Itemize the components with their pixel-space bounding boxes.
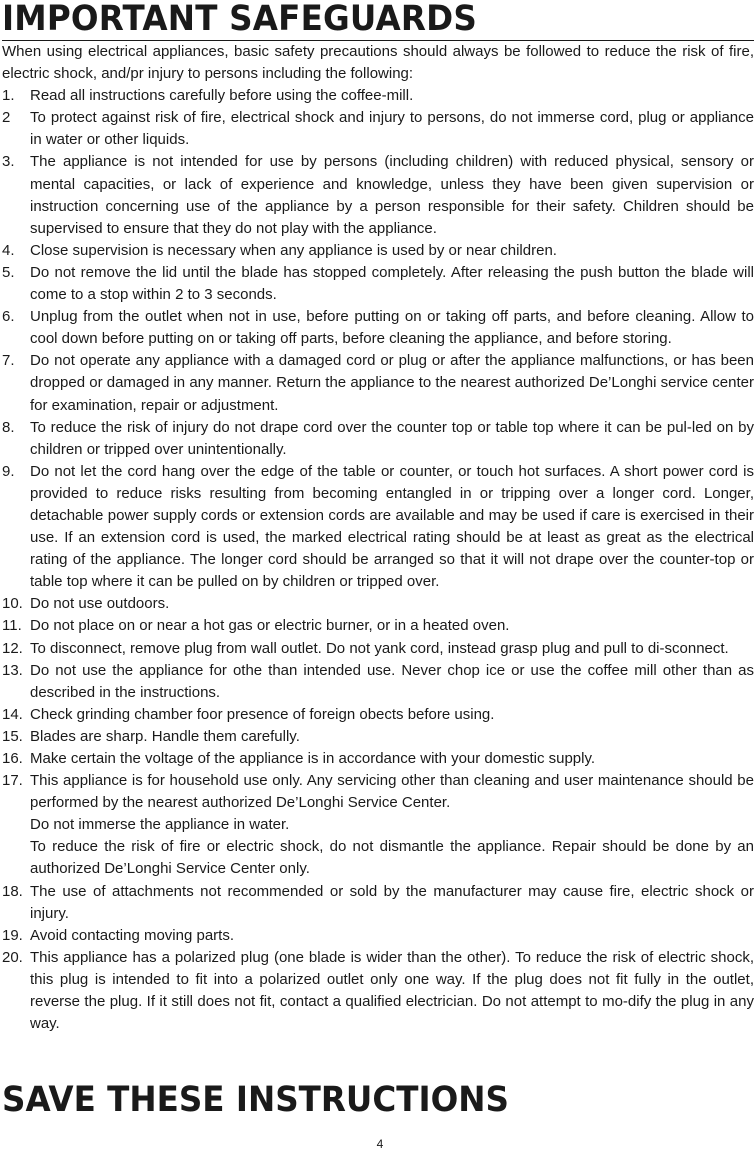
list-item [2,306,754,350]
item-number: 19. [2,926,23,944]
list-item [2,615,754,637]
list-item [2,748,754,770]
item-number: 17. [2,772,23,790]
item-paragraph: To reduce the risk of fire or electric shock, do not dismantle the appliance. Repair should be done by an authorized De’Longhi Service Center only. [30,838,754,878]
item-number: 6. [2,308,15,326]
item-number: 5. [2,263,15,281]
list-item [2,704,754,726]
item-number: 8. [2,418,15,436]
item-number: 12. [2,639,23,657]
page-title: IMPORTANT SAFEGUARDS [2,0,477,39]
item-paragraph: Avoid contacting moving parts. [30,926,235,944]
item-paragraph: Unplug from the outlet when not in use, before putting on or taking off parts, and before cleaning. Allow to cool down before putting on or taking off parts, before cleaning the appliance, and before storing. [30,308,754,348]
item-number: 7. [2,352,15,370]
item-number: 10. [2,595,23,613]
page-number: 4 [376,1137,384,1151]
safeguards-list [2,85,754,1035]
list-item [2,593,754,615]
item-text [30,638,754,660]
list-item [2,417,754,461]
item-number: 3. [2,153,15,171]
item-number: 18. [2,882,23,900]
list-item [2,240,754,262]
list-item [2,151,754,239]
item-text [30,306,754,350]
item-paragraph: Do not place on or near a hot gas or electric burner, or in a heated oven. [30,617,510,635]
item-text [30,262,754,306]
item-number: 15. [2,727,23,745]
item-paragraph: This appliance is for household use only. Any servicing other than cleaning and user maintenance should be performed by the nearest authorized De’Longhi Service Center. [30,772,754,812]
list-item [2,262,754,306]
item-paragraph: Read all instructions carefully before using the coffee-mill. [30,87,414,105]
item-paragraph: Do not operate any appliance with a damaged cord or plug or after the appliance malfunctions, or has been dropped or damaged in any manner. Return the appliance to the nearest authorized De’Longhi service center for examination, repair or adjustment. [30,352,754,414]
item-paragraph: Do not let the cord hang over the edge of the table or counter, or touch hot surfaces. A short power cord is provided to reduce risks resulting from becoming entangled in or tripping over a longer cord. Longer, detachable power supply cords or extension cords are available and may be used if care is exercised in their use. If an extension cord is used, the marked electrical rating should be at least as great as the electrical rating of the appliance. The longer cord should be arranged so that it will not drape over the counter-top or table top where it can be pulled on by children or tripped over. [30,462,754,591]
item-text [30,660,754,704]
item-paragraph: Do not immerse the appliance in water. [30,816,290,834]
item-text [30,615,754,637]
item-paragraph: The appliance is not intended for use by persons (including children) with reduced physical, sensory or mental capacities, or lack of experience and knowledge, unless they have been given supervision or instruction concerning use of the appliance by a person responsible for their safety. Children should be supervised to ensure that they do not play with the appliance. [30,153,754,237]
item-number: 13. [2,661,23,679]
item-number: 11. [2,617,22,635]
item-paragraph: To reduce the risk of injury do not drape cord over the counter top or table top where it can be pul-led on by children or tripped over unintentionally. [30,418,754,458]
item-number: 1. [2,87,15,105]
item-text [30,107,754,151]
item-paragraph: Close supervision is necessary when any appliance is used by or near children. [30,241,557,259]
item-number: 14. [2,705,23,723]
item-text [30,770,754,880]
item-text [30,240,754,262]
list-item [2,461,754,594]
item-paragraph: Make certain the voltage of the appliance is in accordance with your domestic supply. [30,750,596,767]
item-paragraph: To protect against risk of fire, electrical shock and injury to persons, do not immerse cord, plug or appliance in water or other liquids. [30,109,754,149]
item-text [30,350,754,416]
list-item [2,85,754,107]
item-number: 4. [2,241,15,259]
item-text [30,947,754,1035]
item-text [30,85,754,107]
item-paragraph: The use of attachments not recommended or sold by the manufacturer may cause fire, electric shock or injury. [30,882,754,922]
list-item [2,660,754,704]
item-paragraph: Blades are sharp. Handle them carefully. [30,727,300,745]
item-text [30,704,754,726]
list-item [2,881,754,925]
item-paragraph: This appliance has a polarized plug (one blade is wider than the other). To reduce the risk of electric shock, this plug is intended to fit into a polarized outlet only one way. If the plug does not fit fully in the outlet, reverse the plug. If it still does not fit, contact a qualified electrician. Do not attempt to mo-dify the plug in any way. [30,948,754,1033]
item-number: 16. [2,750,23,767]
item-text [30,417,754,461]
item-number: 2 [2,109,11,127]
list-item [2,925,754,947]
item-paragraph: Do not use the appliance for othe than intended use. Never chop ice or use the coffee mill other than as described in the instructions. [30,661,754,701]
list-item [2,638,754,660]
safeguards-content [2,41,754,1035]
list-item [2,947,754,1035]
item-text [30,881,754,925]
item-paragraph: Do not use outdoors. [30,595,170,613]
list-item [2,350,754,416]
list-item [2,770,754,880]
item-paragraph: To disconnect, remove plug from wall outlet. Do not yank cord, instead grasp plug and pull to di-sconnect. [30,639,729,657]
item-paragraph: Do not remove the lid until the blade has stopped completely. After releasing the push button the blade will come to a stop within 2 to 3 seconds. [30,263,754,304]
item-text [30,748,754,770]
item-text [30,925,754,947]
item-text [30,461,754,594]
list-item [2,726,754,748]
item-paragraph: Check grinding chamber foor presence of foreign obects before using. [30,705,495,723]
item-number: 9. [2,462,15,480]
item-text [30,726,754,748]
item-number: 20. [2,948,23,966]
item-text [30,151,754,239]
intro-paragraph: When using electrical appliances, basic safety precautions should always be followed to reduce the risk of fire, electric shock, and/pr injury to persons including the following: [2,43,754,83]
list-item [2,107,754,151]
item-text [30,593,754,615]
save-instructions-heading: SAVE THESE INSTRUCTIONS [2,1080,509,1120]
